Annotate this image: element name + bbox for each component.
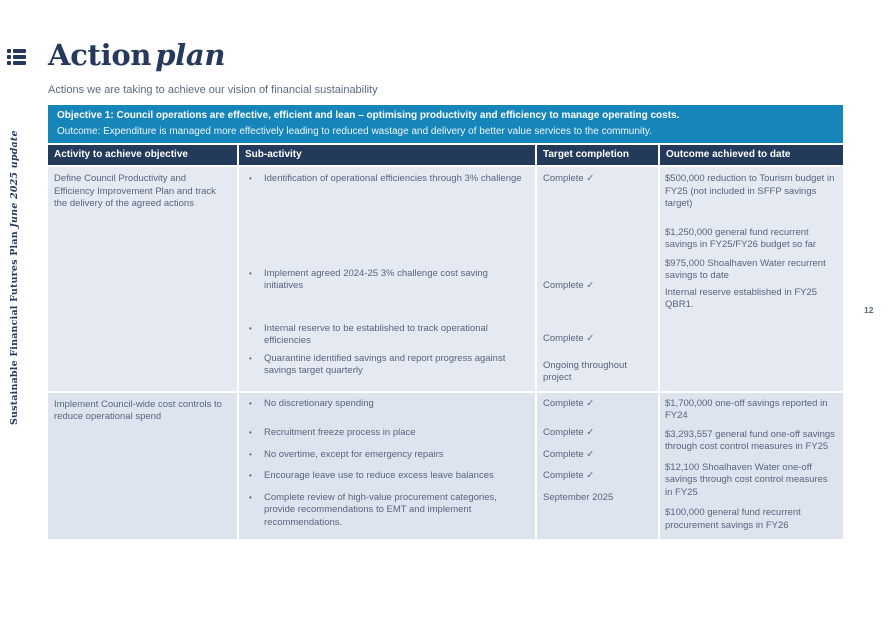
- column-header-target: Target completion: [537, 145, 658, 165]
- objective-band: [48, 105, 843, 143]
- sub-activity-item: [249, 492, 527, 530]
- target-status: Ongoing throughout project: [543, 359, 627, 384]
- column-header-sub-activity: Sub-activity: [239, 145, 535, 165]
- target-completion-cell: [537, 393, 658, 539]
- outcome-text: $975,000 Shoalhaven Water recurrent savings to date: [665, 257, 826, 282]
- outcome-cell: [660, 167, 843, 391]
- sidebar-edition: June 2025 update: [9, 130, 20, 228]
- table-row: [48, 167, 843, 391]
- table-row: [48, 393, 843, 539]
- sub-activity-item: [249, 470, 527, 483]
- outcome-text: $500,000 reduction to Tourism budget in FY25 (not included in SFFP savings target): [665, 173, 835, 210]
- sub-activity-item: [249, 173, 527, 186]
- outcome-text: $12,100 Shoalhaven Water one-off savings through cost control measures in FY25: [665, 461, 828, 498]
- contents-list-icon[interactable]: [7, 49, 26, 66]
- page-title: [48, 40, 843, 70]
- sub-activity-text: • Implement agreed 2024-25 3% challenge cost saving initiatives: [264, 267, 488, 292]
- outcome-cell: [660, 393, 843, 539]
- page-number: 12: [864, 305, 874, 315]
- sub-activity-item: [249, 268, 527, 293]
- page-subtitle: Actions we are taking to achieve our vision of financial sustainability: [48, 84, 378, 97]
- activity-cell: Define Council Productivity and Efficiency Improvement Plan and track the delivery of the agreed actions: [48, 167, 237, 391]
- sub-activity-item: [249, 427, 527, 440]
- target-status: Complete ✓: [543, 173, 595, 185]
- sub-activity-text: • No overtime, except for emergency repairs: [264, 448, 444, 460]
- sub-activity-cell: [239, 393, 535, 539]
- list-icon-row: [7, 55, 26, 59]
- sub-activity-item: [249, 449, 527, 462]
- page-content: [48, 40, 843, 539]
- outcome-text: $1,250,000 general fund recurrent savings in FY25/FY26 budget so far: [665, 226, 817, 251]
- objective-title: Objective 1: Council operations are effective, efficient and lean – optimising productivity and efficiency to manage operating costs.: [57, 110, 680, 122]
- page-title-main: Action: [48, 38, 152, 72]
- column-header-outcome: Outcome achieved to date: [660, 145, 843, 165]
- sub-activity-text: • Identification of operational efficiencies through 3% challenge: [264, 173, 522, 185]
- outcome-text: $3,293,557 general fund one-off savings through cost control measures in FY25: [665, 428, 835, 453]
- sub-activity-text: • Encourage leave use to reduce excess leave balances: [264, 470, 494, 482]
- objective-outcome: Outcome: Expenditure is managed more effectively leading to reduced wastage and delivery of better value services to the community.: [57, 126, 652, 138]
- sub-activity-text: • Complete review of high-value procurement categories, provide recommendations to EMT and implement recommendations.: [264, 491, 497, 528]
- outcome-text: $100,000 general fund recurrent procurement savings in FY26: [665, 507, 801, 531]
- outcome-text: $1,700,000 one-off savings reported in FY24: [665, 397, 828, 422]
- sub-activity-item: [249, 353, 527, 378]
- sub-activity-text: • Quarantine identified savings and report progress against savings target quarterly: [264, 352, 506, 377]
- sub-activity-item: [249, 323, 527, 348]
- target-status: Complete ✓: [543, 470, 595, 482]
- target-status: September 2025: [543, 491, 614, 503]
- list-icon-row: [7, 61, 26, 65]
- target-status: Complete ✓: [543, 427, 595, 439]
- sub-activity-text: • No discretionary spending: [264, 397, 374, 409]
- sub-activity-cell: [239, 167, 535, 391]
- sub-activity-item: [249, 398, 527, 411]
- table-header-row: [48, 145, 843, 165]
- outcome-text: Internal reserve established in FY25 QBR1.: [665, 286, 818, 311]
- sub-activity-text: • Recruitment freeze process in place: [264, 427, 416, 439]
- target-status: Complete ✓: [543, 397, 595, 409]
- list-icon-row: [7, 49, 26, 53]
- sub-activity-text: • Internal reserve to be established to track operational efficiencies: [264, 322, 488, 347]
- sidebar-plan-title: Sustainable Financial Futures Plan: [9, 231, 20, 425]
- target-status: Complete ✓: [543, 279, 595, 291]
- target-completion-cell: [537, 167, 658, 391]
- column-header-activity: Activity to achieve objective: [48, 145, 237, 165]
- target-status: Complete ✓: [543, 448, 595, 460]
- document-edition-sidebar: [9, 130, 20, 425]
- target-status: Complete ✓: [543, 333, 595, 345]
- activity-cell: Implement Council-wide cost controls to reduce operational spend: [48, 393, 237, 539]
- page-title-accent: plan: [155, 38, 226, 72]
